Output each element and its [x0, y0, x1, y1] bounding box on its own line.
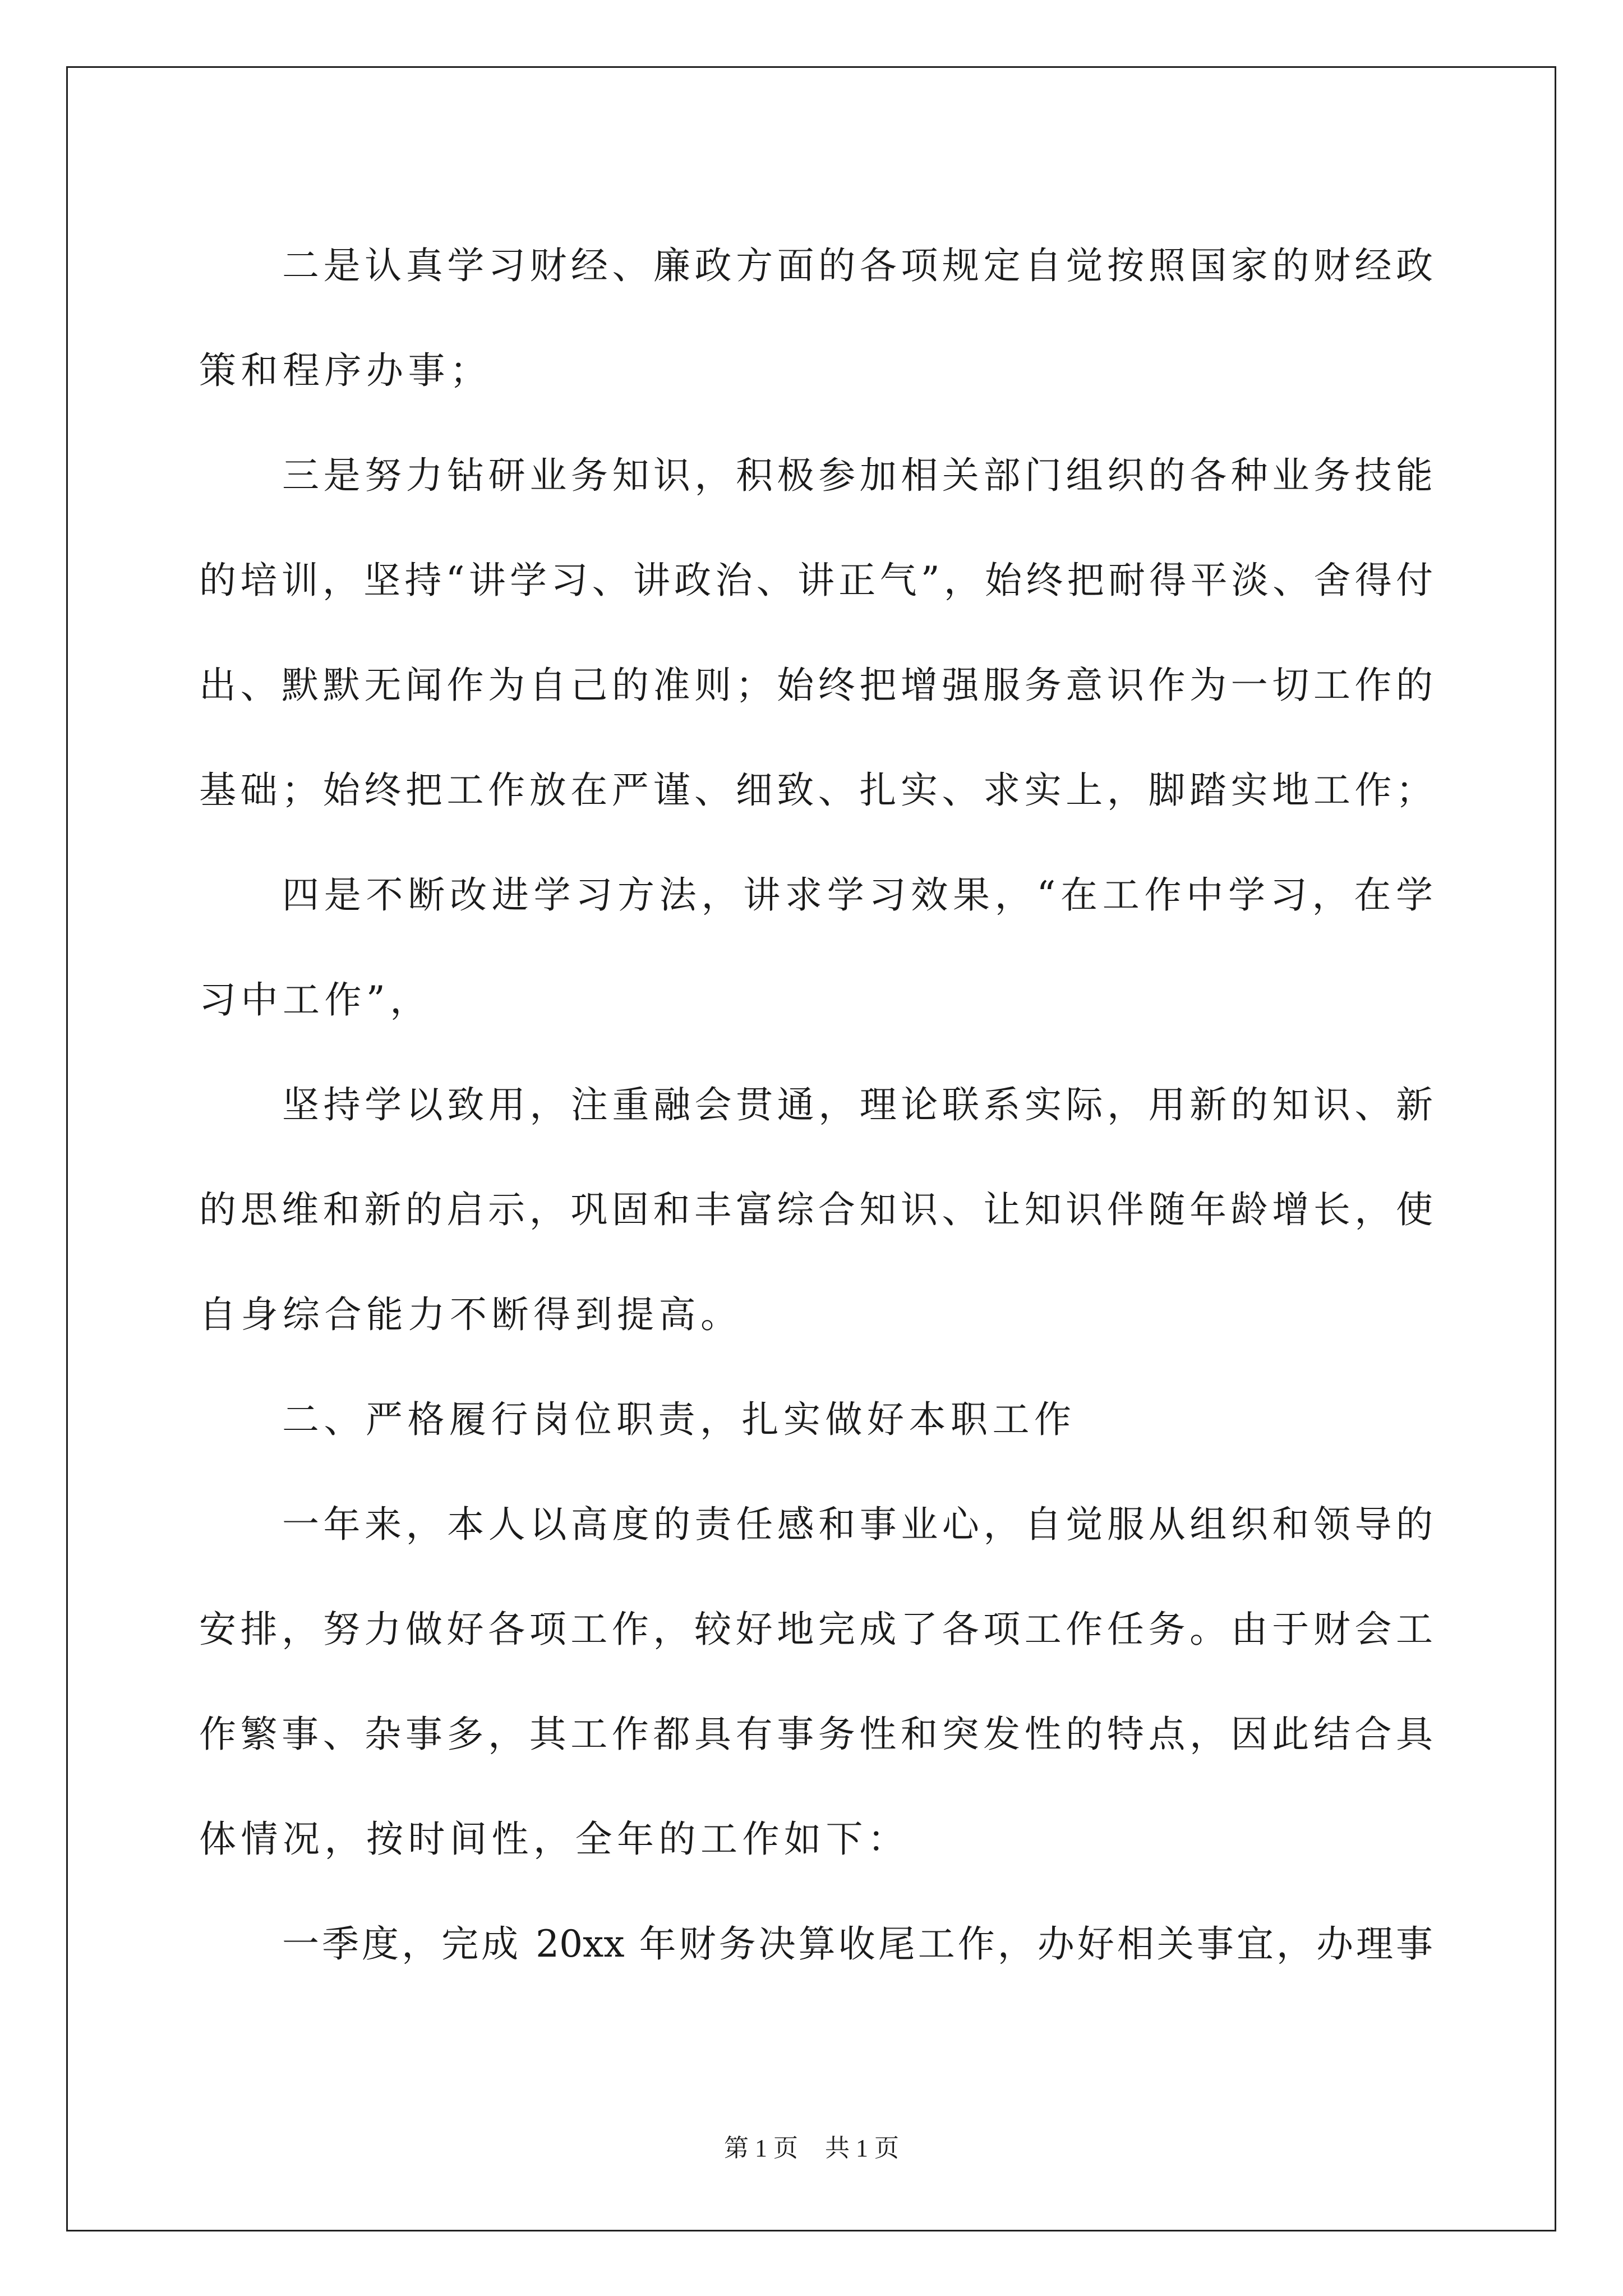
- paragraph-line: 一季度，完成 20xx 年财务决算收尾工作，办好相关事宜，办理事: [282, 1922, 1433, 1966]
- section-heading: 二、严格履行岗位职责，扎实做好本职工作: [282, 1398, 1076, 1441]
- paragraph-line: 一年来，本人以高度的责任感和事业心，自觉服从组织和领导的: [282, 1503, 1433, 1546]
- paragraph-line: 的思维和新的启示，巩固和丰富综合知识、让知识伴随年龄增长，使: [199, 1188, 1433, 1231]
- paragraph-line: 三是努力钻研业务知识，积极参加相关部门组织的各种业务技能: [282, 454, 1433, 497]
- paragraph-line: 坚持学以致用，注重融会贯通，理论联系实际，用新的知识、新: [282, 1083, 1433, 1126]
- page-number: 第 1 页: [724, 2134, 798, 2162]
- paragraph-line: 二是认真学习财经、廉政方面的各项规定自觉按照国家的财经政: [282, 244, 1433, 287]
- document-body: [199, 213, 1433, 1996]
- paragraph-line: 策和程序办事；: [199, 349, 492, 392]
- paragraph-line: 四是不断改进学习方法，讲求学习效果，“在工作中学习，在学: [282, 873, 1433, 917]
- paragraph-line: 基础；始终把工作放在严谨、细致、扎实、求实上，脚踏实地工作；: [199, 769, 1433, 812]
- paragraph-line: 的培训，坚持“讲学习、讲政治、讲正气”，始终把耐得平淡、舍得付: [199, 559, 1433, 602]
- paragraph-line: 作繁事、杂事多，其工作都具有事务性和突发性的特点，因此结合具: [199, 1713, 1433, 1756]
- page-footer: [0, 2132, 1623, 2165]
- paragraph-line: 习中工作”，: [199, 978, 432, 1022]
- paragraph-line: 体情况，按时间性，全年的工作如下：: [199, 1818, 910, 1861]
- paragraph-line: 自身综合能力不断得到提高。: [199, 1293, 743, 1336]
- page-total: 共 1 页: [825, 2134, 899, 2162]
- paragraph-line: 安排，努力做好各项工作，较好地完成了各项工作任务。由于财会工: [199, 1608, 1433, 1651]
- paragraph-line: 出、默默无闻作为自己的准则；始终把增强服务意识作为一切工作的: [199, 664, 1433, 707]
